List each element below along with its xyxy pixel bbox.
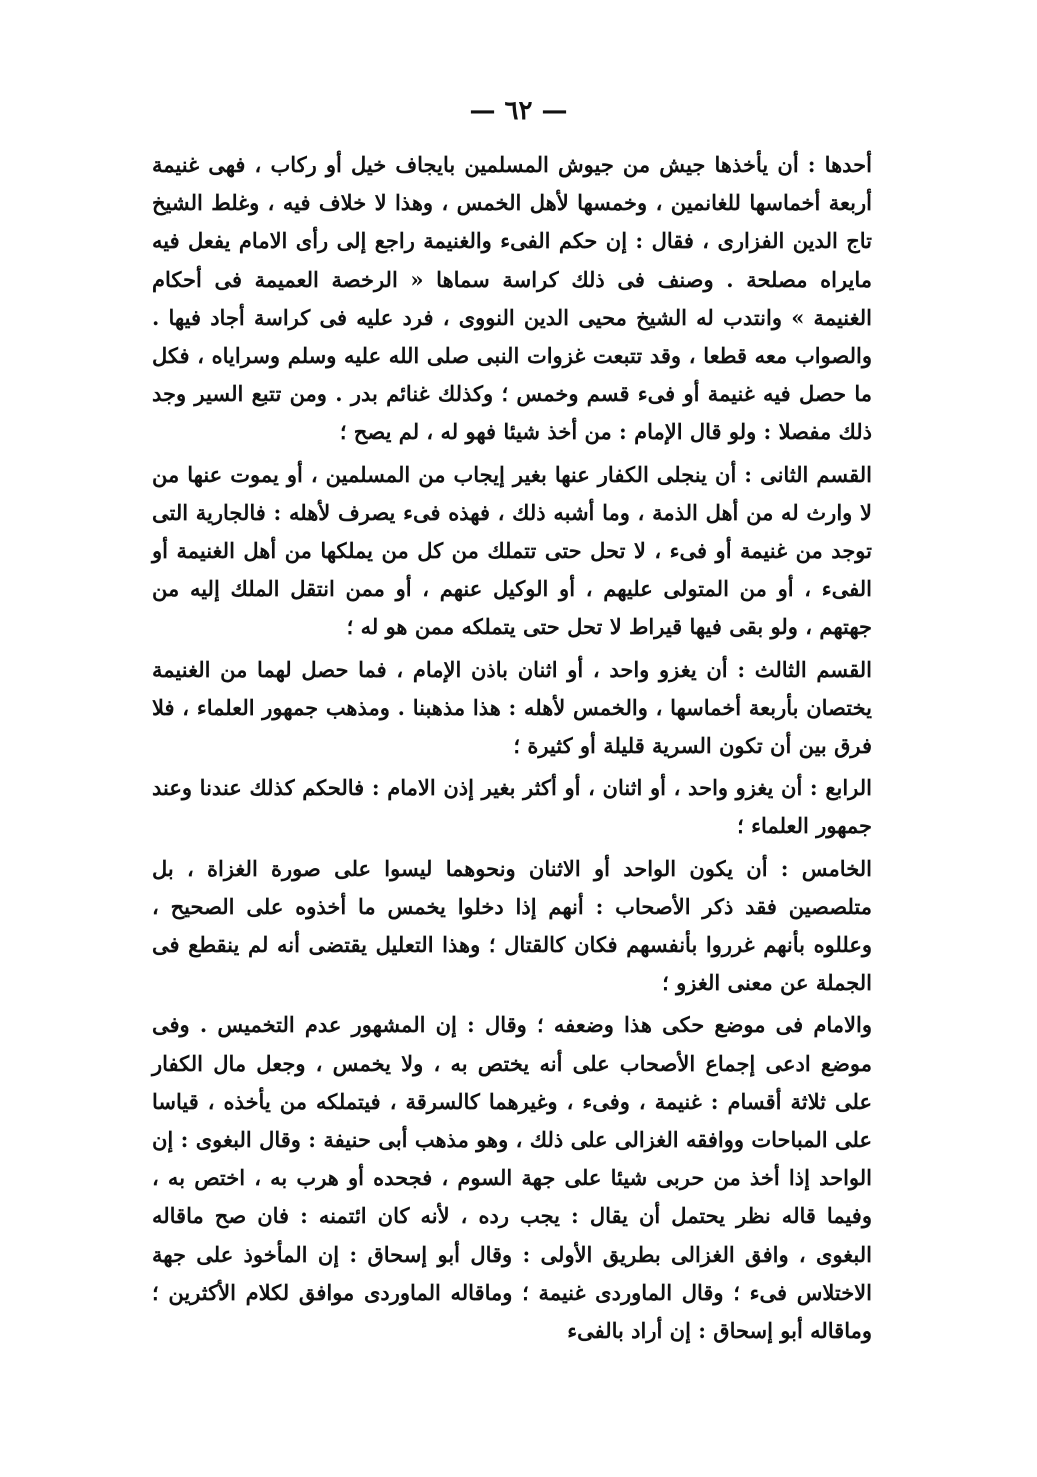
- paragraph-2: القسم الثانى : أن ينجلى الكفار عنها بغير إيجاب من المسلمين ، أو يموت عنها من لا وارث له من أهل الذمة ، وما أشبه ذلك ، فهذه فىء يصرف لأهله : فالجارية التى توجد من غنيمة أو فىء ، لا تحل حتى تتملك من كل من يملكها من أهل الغنيمة أو الفىء ، أو من المتولى عليهم ، أو الوكيل عنهم ، أو ممن انتقل الملك إليه من جهتهم ، ولو بقى فيها قيراط لا تحل حتى يتملكه ممن هو له ؛: [152, 461, 872, 640]
- paragraph-4: الرابع : أن يغزو واحد ، أو اثنان ، أو أكثر بغير إذن الامام : فالحكم كذلك عندنا وعند جمهور العلماء ؛: [152, 775, 872, 839]
- paragraph-1: أحدها : أن يأخذها جيش من جيوش المسلمين بايجاف خيل أو ركاب ، فهى غنيمة أربعة أخماسها للغانمين ، وخمسها لأهل الخمس ، وهذا لا خلاف فيه ، وغلط الشيخ تاج الدين الفزارى ، فقال : إن حكم الفىء والغنيمة راجع إلى رأى الامام يفعل فيه مايراه مصلحة . وصنف فى ذلك كراسة سماها « الرخصة العميمة فى أحكام الغنيمة » وانتدب له الشيخ محيى الدين النووى ، فرد عليه فى كراسة أجاد فيها . والصواب معه قطعا ، وقد تتبعت غزوات النبى صلى الله عليه وسلم وسراياه ، فكل ما حصل فيه غنيمة أو فىء قسم وخمس ؛ وكذلك غنائم بدر . ومن تتبع السير وجد ذلك مفصلا : ولو قال الإمام : من أخذ شيئا فهو له ، لم يصح ؛: [152, 152, 872, 445]
- body-text: [152, 146, 872, 1350]
- paragraph-3: القسم الثالث : أن يغزو واحد ، أو اثنان باذن الإمام ، فما حصل لهما من الغنيمة يختصان بأربعة أخماسها ، والخمس لأهله : هذا مذهبنا . ومذهب جمهور العلماء ، فلا فرق بين أن تكون السرية قليلة أو كثيرة ؛: [152, 656, 872, 759]
- paragraph-5: الخامس : أن يكون الواحد أو الاثنان ونحوهما ليسوا على صورة الغزاة ، بل متلصصين فقد ذكر الأصحاب : أنهم إذا دخلوا يخمس ما أخذوه على الصحيح ، وعللوه بأنهم غرروا بأنفسهم فكان كالقتال ؛ وهذا التعليل يقتضى أنه لم ينقطع فى الجملة عن معنى الغزو ؛: [152, 855, 872, 996]
- page-number: — ٦٢ —: [469, 96, 568, 126]
- paragraph-6: والامام فى موضع حكى هذا وضعفه ؛ وقال : إن المشهور عدم التخميس . وفى موضع ادعى إجماع الأصحاب على أنه يختص به ، ولا يخمس ، وجعل مال الكفار على ثلاثة أقسام : غنيمة ، وفىء ، وغيرهما كالسرقة ، فيتملكه من يأخذه ، قياسا على المباحات ووافقه الغزالى على ذلك ، وهو مذهب أبى حنيفة : وقال البغوى : إن الواحد إذا أخذ من حربى شيئا على جهة السوم ، فجحده أو هرب به ، اختص به ، وفيما قاله نظر يحتمل أن يقال : يجب رده ، لأنه كان ائتمنه : فان صح ماقاله البغوى ، وافق الغزالى بطريق الأولى : وقال أبو إسحاق : إن المأخوذ على جهة الاختلاس فىء ؛ وقال الماوردى غنيمة ؛ وماقاله الماوردى موافق لكلام الأكثرين ؛ وماقاله أبو إسحاق : إن أراد بالفىء: [152, 1012, 872, 1344]
